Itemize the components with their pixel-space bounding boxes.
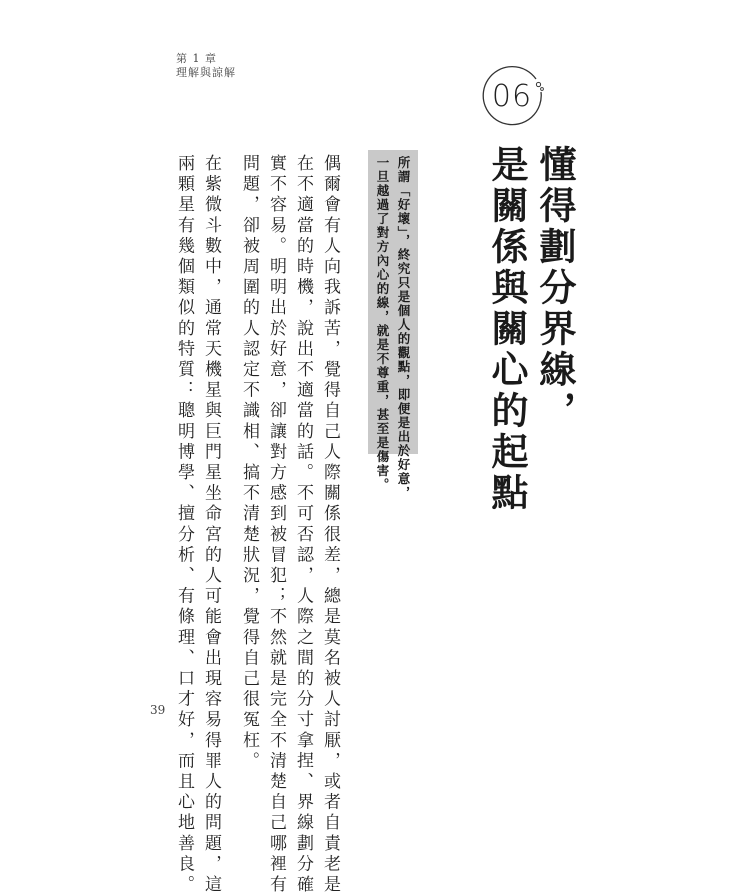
chapter-title: 理解與諒解 — [176, 66, 236, 79]
body-column-6: 兩顆星有幾個類似的特質：聰明博學、擅分析、有條理、口才好，而且心地善良。 — [174, 154, 194, 896]
chapter-number: 第 1 章 — [176, 52, 217, 65]
body-column-4: 問題，卻被周圍的人認定不識相、搞不清楚狀況，覺得自己很冤枉。 — [239, 154, 259, 772]
body-column-3: 實不容易。明明出於好意，卻讓對方感到被冒犯；不然就是完全不清楚自己哪裡有 — [266, 154, 286, 896]
title-line-1: 懂得劃分界線， — [533, 145, 576, 432]
body-column-2: 在不適當的時機，說出不適當的話。不可否認，人際之間的分寸拿捏、界線劃分確 — [293, 154, 313, 896]
page-number: 39 — [150, 703, 166, 717]
title-line-2: 是關係與關心的起點 — [485, 145, 528, 514]
section-number: 06 — [491, 78, 533, 114]
body-column-1: 偶爾會有人向我訴苦，覺得自己人際關係很差，總是莫名被人討厭，或者自責老是 — [320, 154, 340, 896]
subtitle-line-1: 所謂「好壞」，終究只是個人的觀點，即便是出於好意， — [396, 156, 411, 500]
body-column-5: 在紫微斗數中，通常天機星與巨門星坐命宮的人可能會出現容易得罪人的問題，這 — [201, 154, 221, 896]
subtitle-line-2: 一旦越過了對方內心的線，就是不尊重，甚至是傷害。 — [375, 156, 390, 492]
